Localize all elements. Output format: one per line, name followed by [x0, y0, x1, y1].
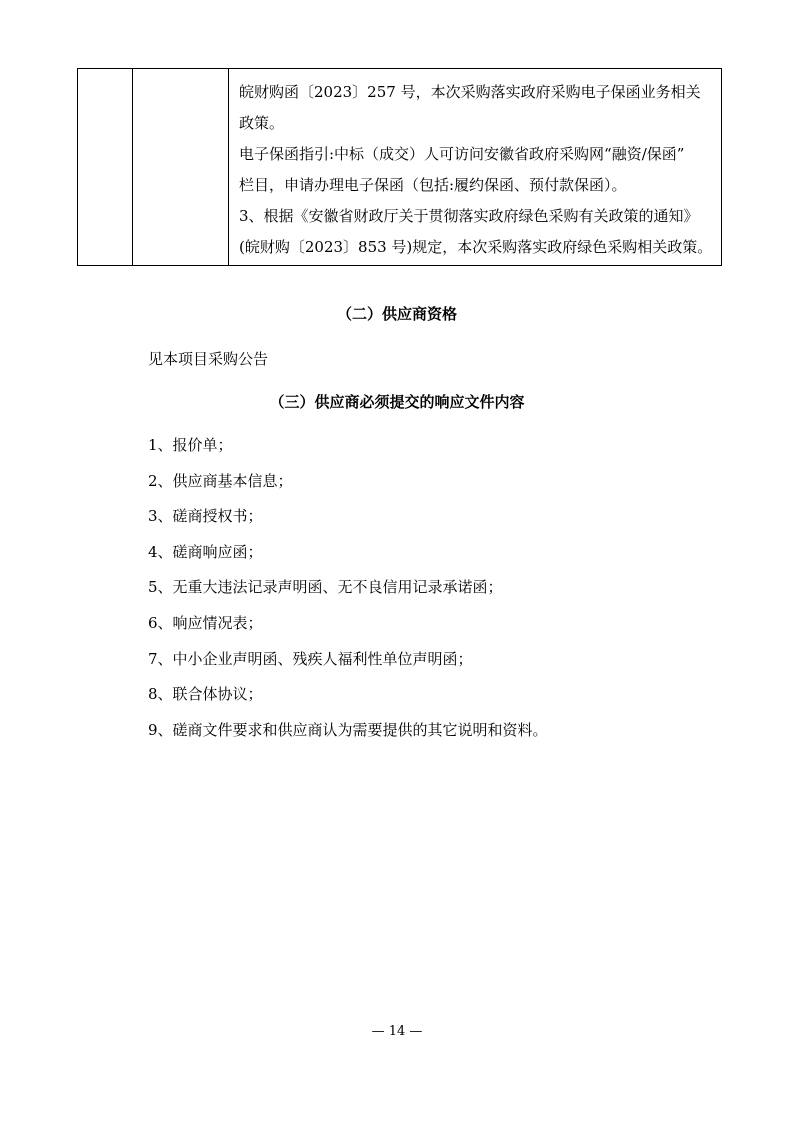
response-documents-list	[148, 435, 548, 755]
table-content-cell	[239, 77, 717, 263]
list-item: 9、磋商文件要求和供应商认为需要提供的其它说明和资料。	[148, 720, 548, 739]
list-item: 2、供应商基本信息；	[148, 471, 293, 490]
list-item: 7、中小企业声明函、残疾人福利性单位声明函；	[148, 649, 473, 668]
section-heading-response-documents: （三）供应商必须提交的响应文件内容	[269, 393, 525, 411]
section-heading-supplier-qualification: （二）供应商资格	[336, 305, 457, 323]
list-item: 6、响应情况表；	[148, 613, 263, 632]
list-item: 4、磋商响应函；	[148, 542, 263, 561]
table-text-line: 栏目，申请办理电子保函（包括:履约保函、预付款保函）。	[239, 176, 627, 194]
list-item: 8、联合体协议；	[148, 685, 263, 704]
supplier-qualification-text: 见本项目采购公告	[148, 350, 269, 368]
table-column-divider	[132, 69, 133, 265]
table-text-line: 政策。	[239, 114, 285, 132]
table-text-line: 3、根据《安徽省财政厅关于贯彻落实政府绿色采购有关政策的通知》	[239, 207, 699, 225]
table-text-line: (皖财购〔2023〕853 号)规定，本次采购落实政府绿色采购相关政策。	[239, 238, 713, 256]
table-text-line: 电子保函指引:中标（成交）人可访问安徽省政府采购网“融资/保函”	[239, 145, 685, 163]
list-item: 1、报价单；	[148, 436, 233, 454]
list-item: 3、磋商授权书；	[148, 507, 263, 526]
policy-table	[77, 68, 722, 266]
page-number: — 14 —	[371, 1024, 423, 1039]
table-column-divider	[228, 69, 229, 265]
table-text-line: 皖财购函〔2023〕257 号，本次采购落实政府采购电子保函业务相关	[239, 83, 701, 101]
list-item: 5、无重大违法记录声明函、无不良信用记录承诺函；	[148, 578, 503, 597]
